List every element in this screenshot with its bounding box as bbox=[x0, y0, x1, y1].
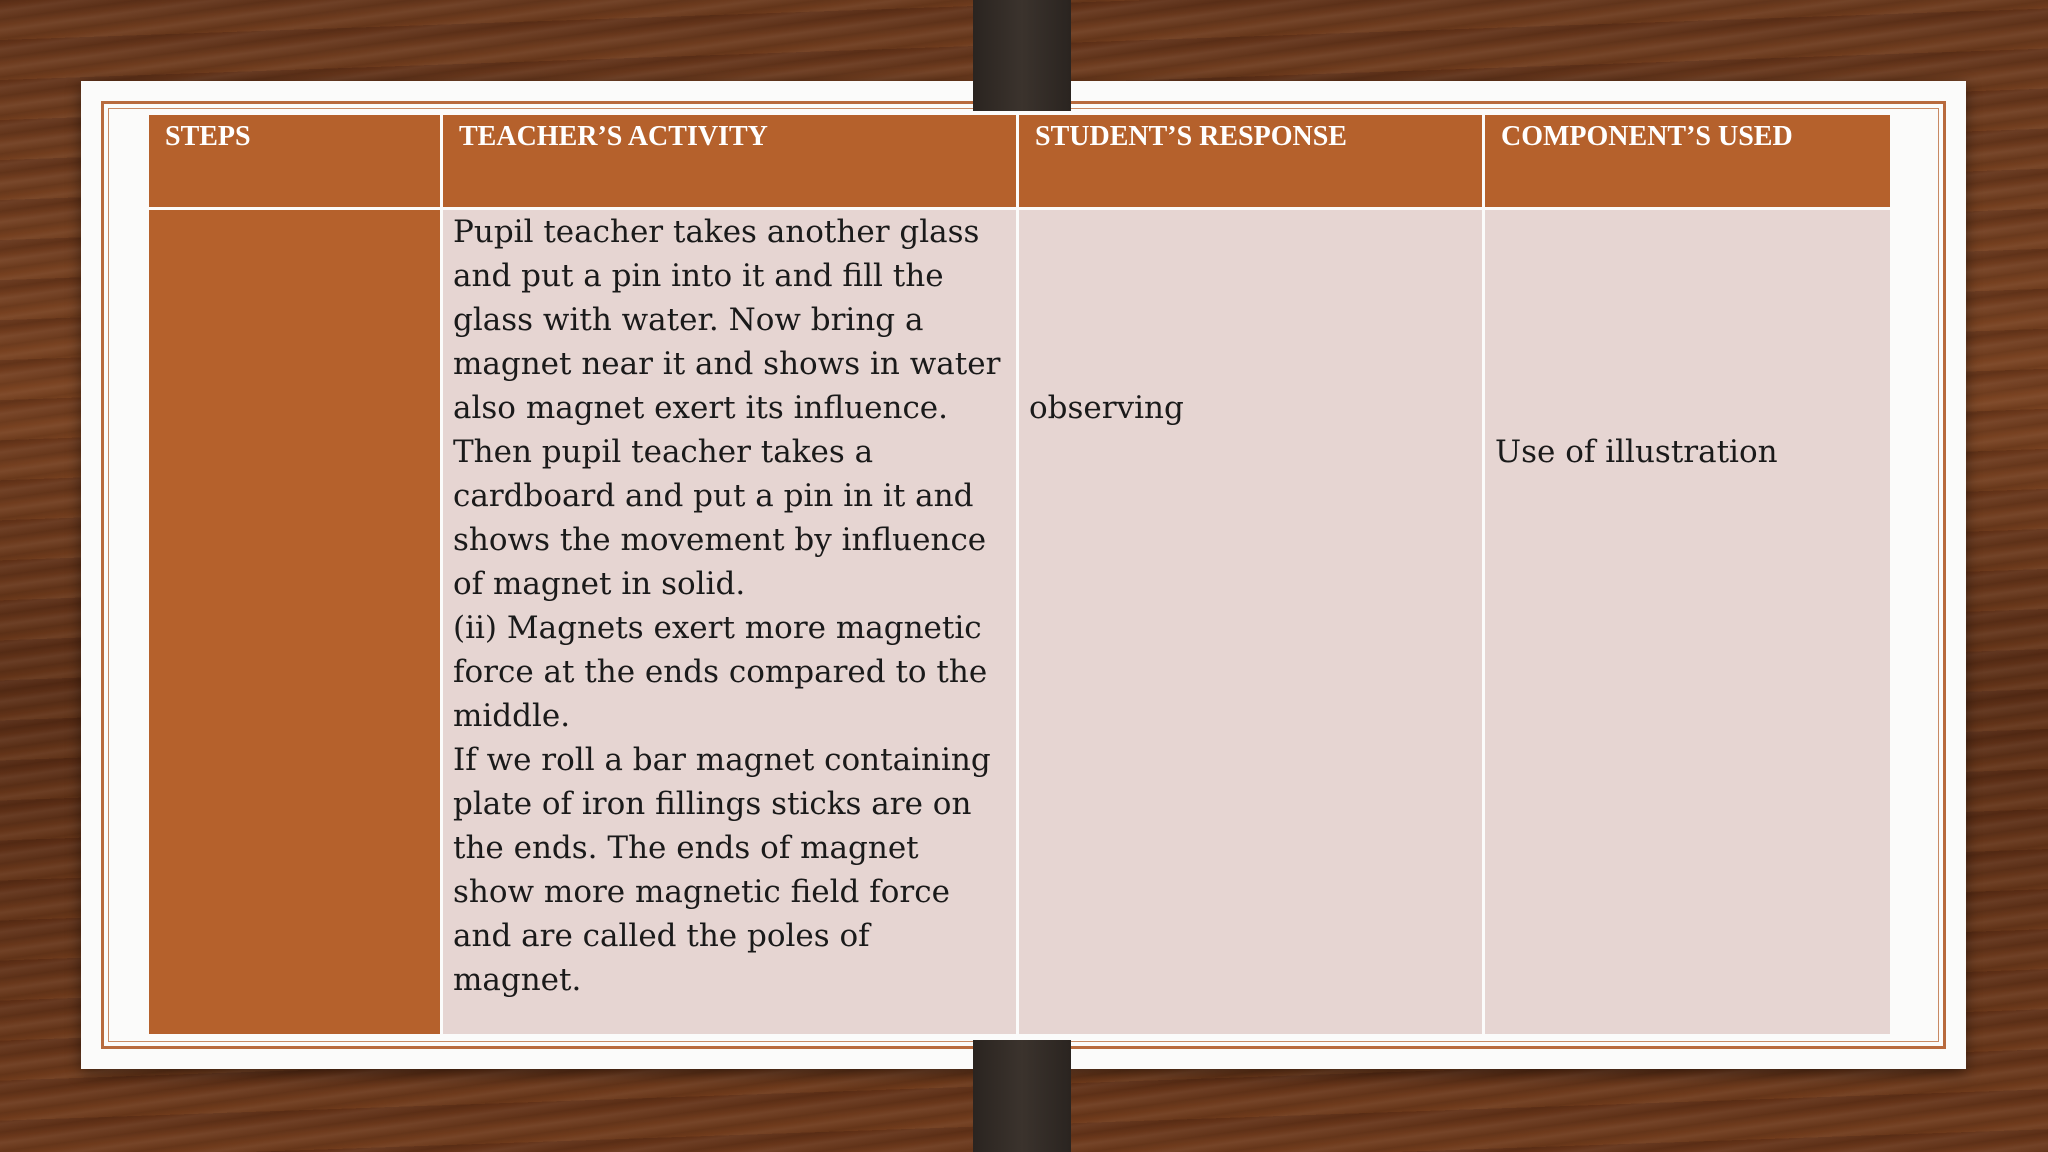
steps-cell bbox=[148, 209, 442, 1036]
header-steps: STEPS bbox=[148, 114, 442, 209]
header-teacher-activity: TEACHER’S ACTIVITY bbox=[442, 114, 1018, 209]
teacher-activity-cell: Pupil teacher takes another glass and put a pin into it and fill the glass with water. Now bring a magnet near it and shows in water also magnet exert its influence. Then pupil teacher takes a cardboard and put a pin in it and shows the movement by influence of magnet in solid. (ii) Magnets exert more magnetic force at the ends compared to the middle. If we roll a bar magnet containing plate of iron fillings sticks are on the ends. The ends of magnet show more magnetic field force and are called the poles of magnet. bbox=[442, 209, 1018, 1036]
student-response-text: observing bbox=[1029, 390, 1184, 426]
lesson-plan-table bbox=[146, 112, 1893, 1037]
strap-bottom bbox=[973, 1040, 1071, 1152]
table-header-row bbox=[148, 114, 1892, 209]
header-component-used: COMPONENT’S USED bbox=[1484, 114, 1892, 209]
table-row bbox=[148, 209, 1892, 1036]
component-used-cell bbox=[1484, 209, 1892, 1036]
component-used-text: Use of illustration bbox=[1495, 434, 1778, 470]
student-response-cell bbox=[1018, 209, 1484, 1036]
header-student-response: STUDENT’S RESPONSE bbox=[1018, 114, 1484, 209]
strap-top bbox=[973, 0, 1071, 111]
